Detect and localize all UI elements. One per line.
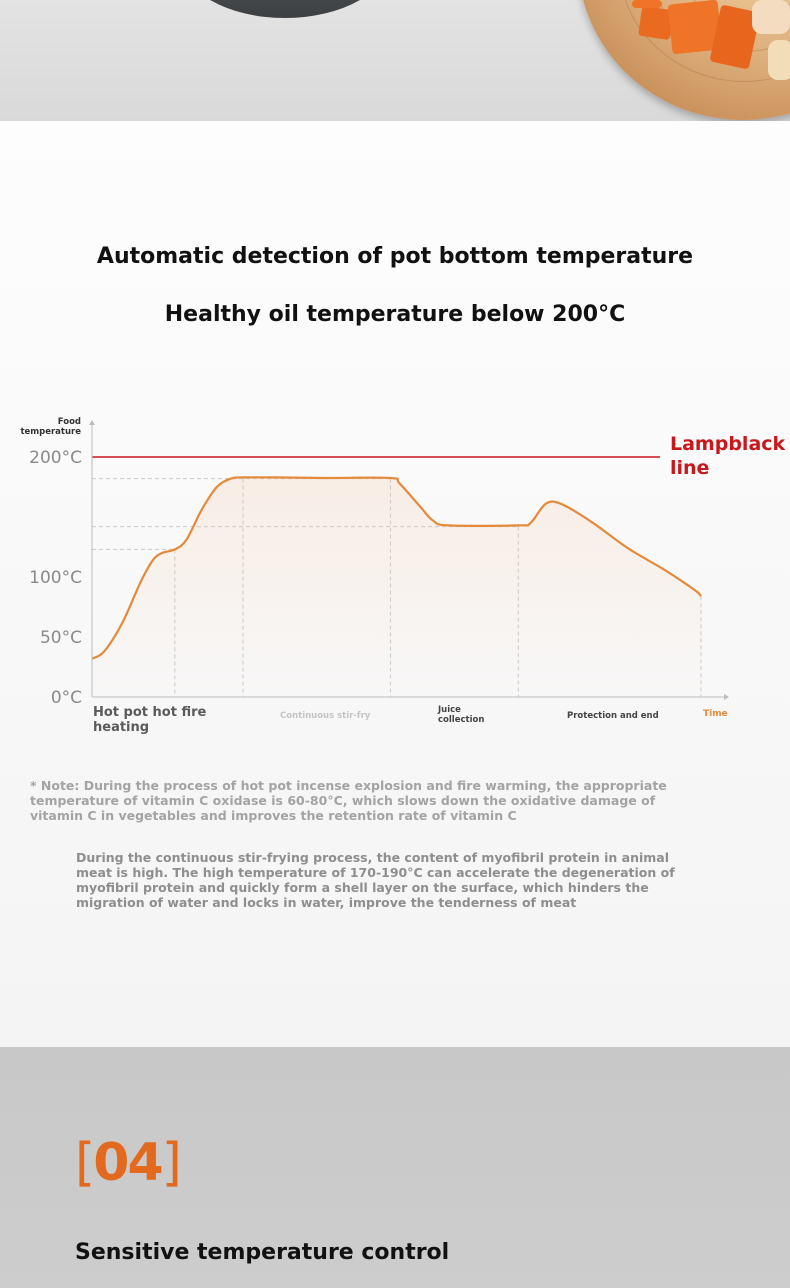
lampblack-line-label: Lampblack line [670,433,786,479]
y-tick-label: 50°C [39,628,82,648]
stir-fry-note: During the continuous stir-frying process, the content of myofibril protein in animal meat is high. The high temperature of 170-190°C can accelerate the degeneration of myofibril protein and quickly form a shell layer on the surface, which hinders the migration of water and locks in water, improve the tenderness of meat [76,850,675,910]
curve-fill [92,477,701,697]
y-tick-label: 200°C [29,448,82,468]
section-number: [04] [75,1133,180,1193]
section-title: Automatic detection of pot bottom temperature [96,244,694,269]
product-photo-band [0,0,790,121]
phase-label-juice: Juice collection [438,705,485,725]
pot-image [180,0,390,18]
phase-label-protection: Protection and end [567,711,659,721]
vitamin-c-note: * Note: During the process of hot pot incense explosion and fire warming, the appropriate temperature of vitamin C oxidase is 60-80°C, which slows down the oxidative damage of vitamin C in vegetables and improves the retention rate of vitamin C [30,778,667,823]
y-axis-label: Food temperature [20,417,81,437]
phase-label-heating: Hot pot hot fire heating [93,705,207,735]
y-tick-label: 100°C [29,568,82,588]
y-axis-arrow [89,420,95,425]
phase-label-stir-fry: Continuous stir-fry [280,711,371,721]
section-subtitle: Healthy oil temperature below 200°C [164,302,626,327]
y-tick-label: 0°C [50,688,82,708]
x-axis-label: Time [703,709,728,719]
next-section-title: Sensitive temperature control [75,1240,450,1265]
x-axis-arrow [724,694,729,700]
